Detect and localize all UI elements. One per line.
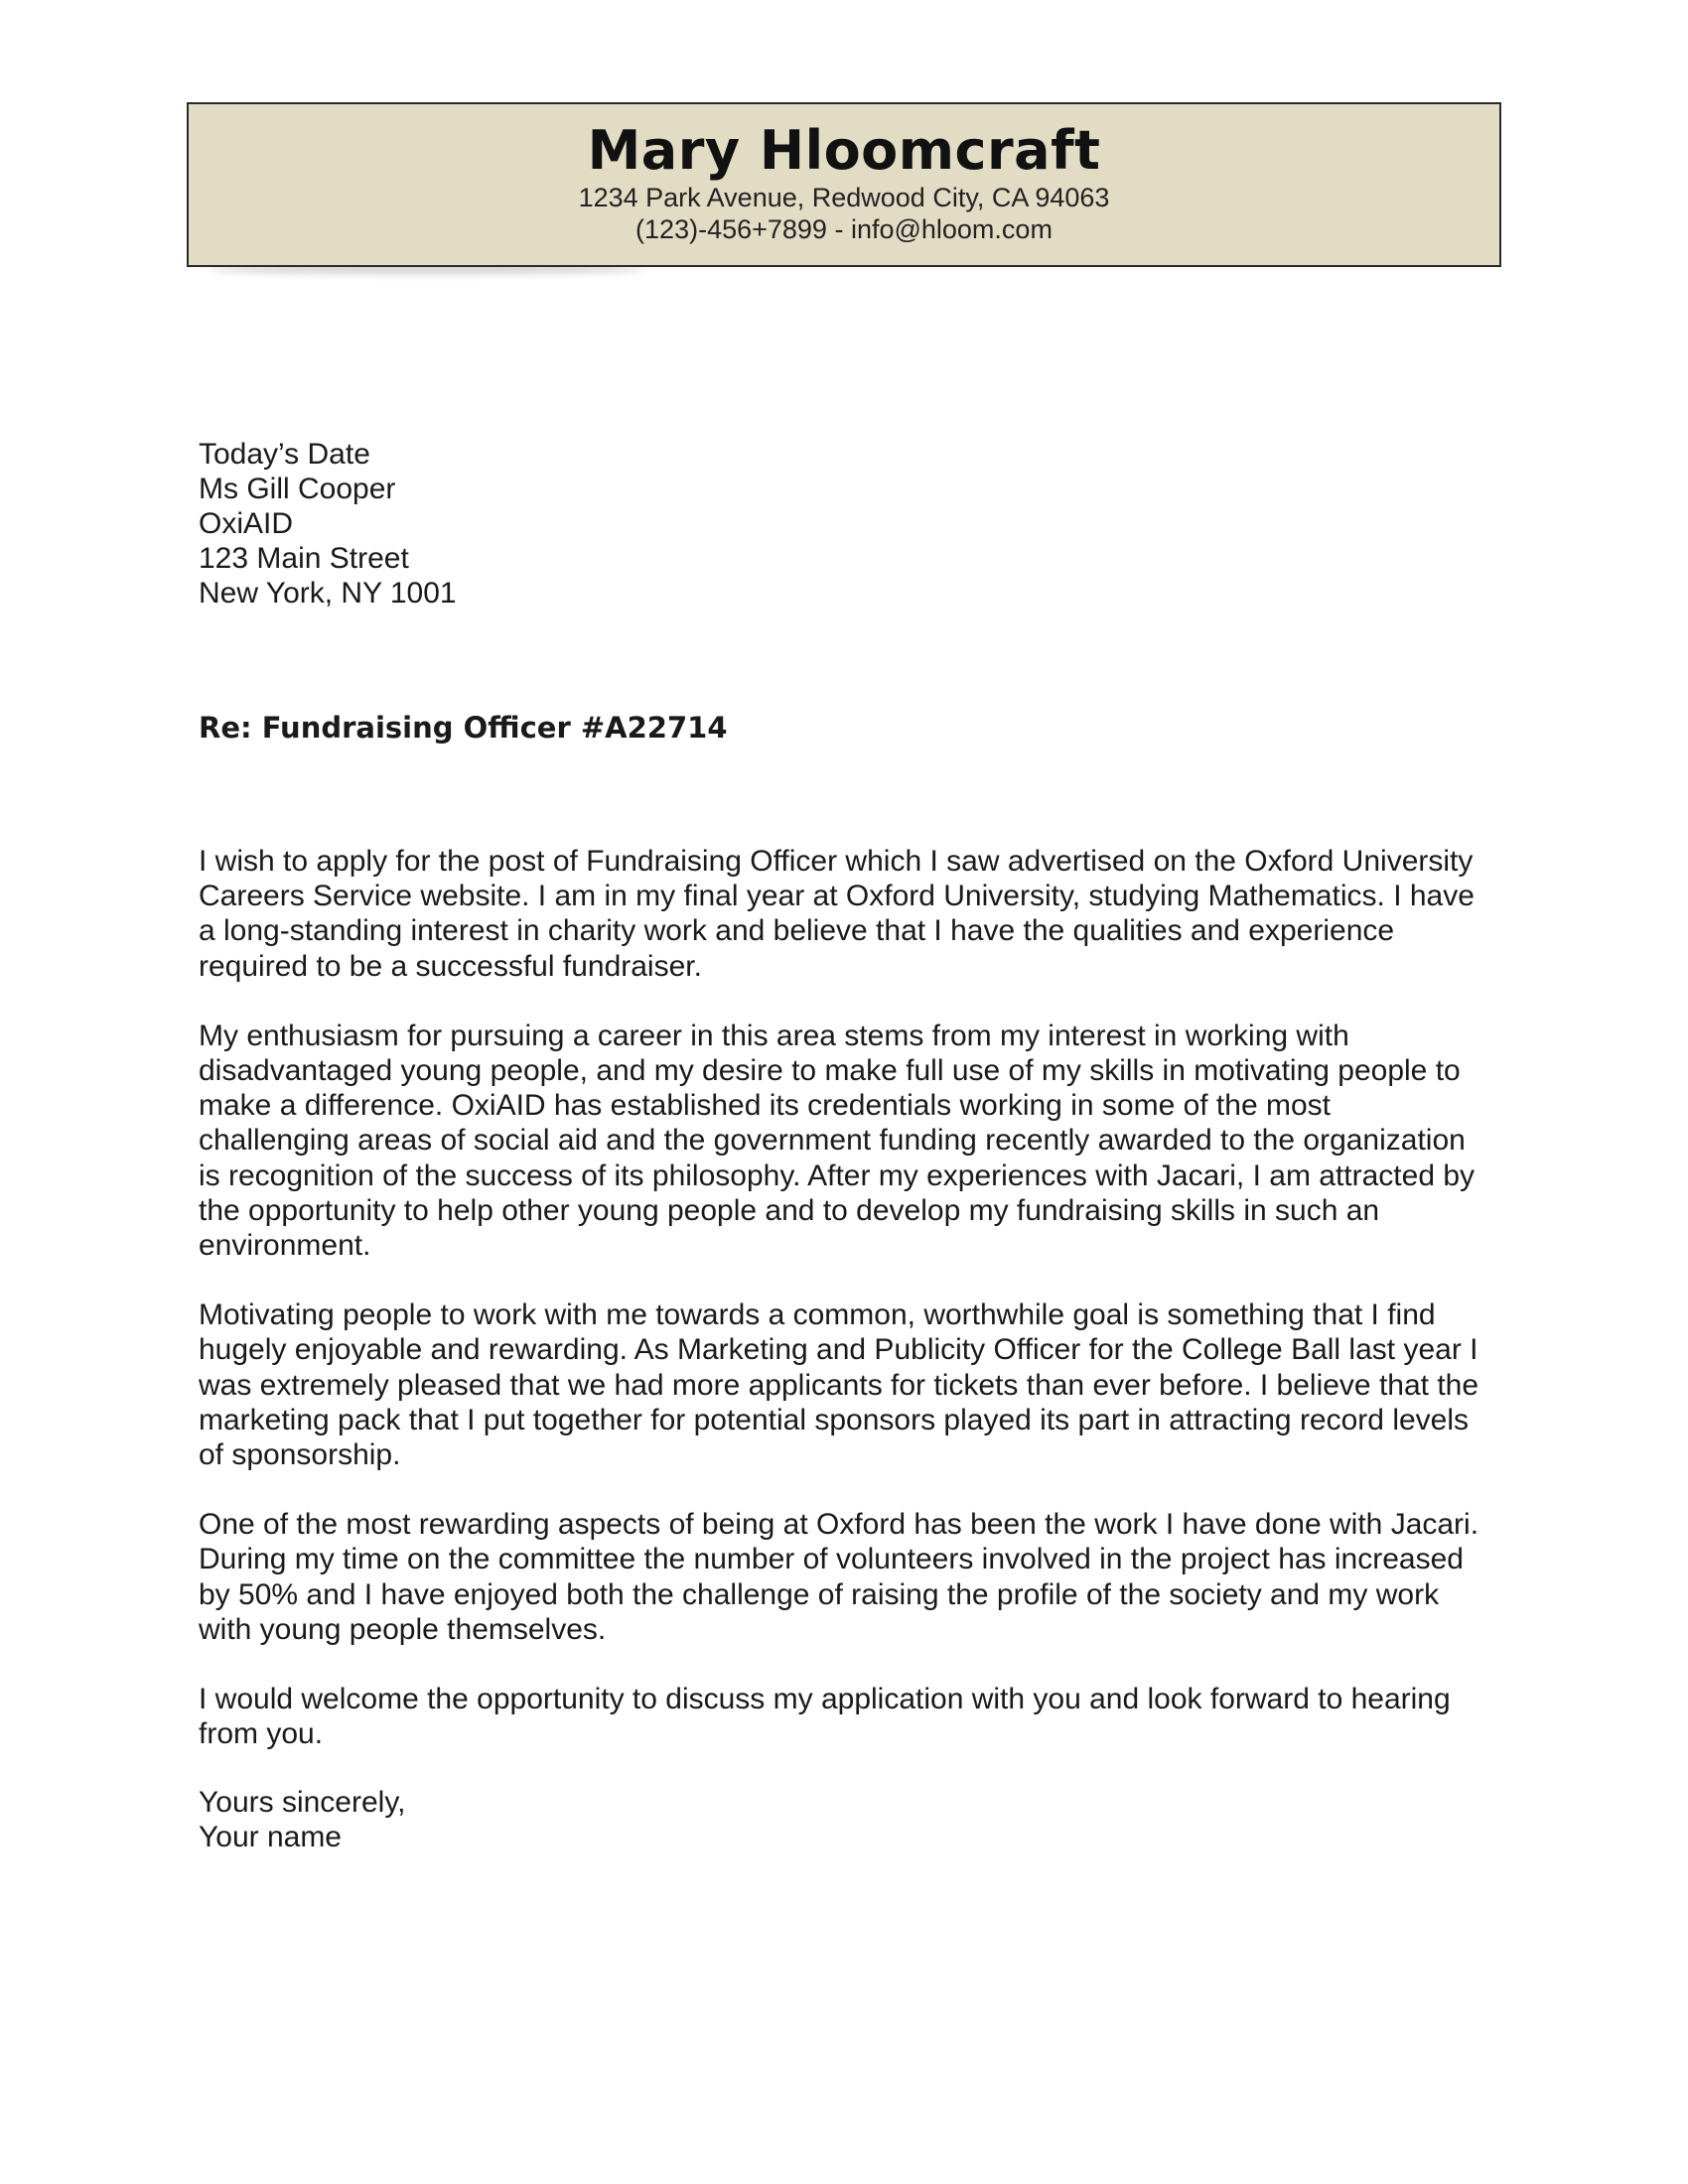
letter-body: [199, 844, 1489, 1786]
sender-address: 1234 Park Avenue, Redwood City, CA 94063: [578, 183, 1110, 212]
subject-line: Re: Fundraising Officer #A22714: [199, 711, 728, 745]
sender-contact: (123)-456+7899 - info@hloom.com: [635, 214, 1053, 244]
body-paragraph: One of the most rewarding aspects of being at Oxford has been the work I have done with Jacari. During my time on the committee the number of volunteers involved in the project has increased by 50% and I have enjoyed both the challenge of raising the profile of the society and my work with young people themselves.: [199, 1508, 1479, 1646]
body-paragraph: My enthusiasm for pursuing a career in this area stems from my interest in working with disadvantaged young people, and my desire to make full use of my skills in motivating people to make a difference. OxiAID has established its credentials working in some of the most challenging areas of social aid and the government funding recently awarded to the organization is recognition of the success of its philosophy. After my experiences with Jacari, I am attracted by the opportunity to help other young people and to develop my fundraising skills in such an environment.: [199, 1019, 1476, 1263]
recipient-street: 123 Main Street: [199, 542, 409, 575]
closing-salutation: Yours sincerely,: [199, 1786, 406, 1819]
body-paragraph: I would welcome the opportunity to discuss my application with you and look forward to hearing from you.: [199, 1683, 1451, 1751]
closing-signature: Your name: [199, 1821, 342, 1853]
recipient-company: OxiAID: [199, 507, 294, 540]
sender-name: Mary Hloomcraft: [587, 119, 1101, 182]
closing-block: [199, 1785, 405, 1854]
letterhead: [187, 102, 1501, 267]
recipient-block: [199, 437, 457, 611]
body-paragraph: Motivating people to work with me towards a common, worthwhile goal is something that I find hugely enjoyable and rewarding. As Marketing and Publicity Officer for the College Ball last year I was extremely pleased that we had more applicants for tickets than ever before. I believe that the marketing pack that I put together for potential sponsors played its part in attracting record levels of sponsorship.: [199, 1298, 1479, 1472]
recipient-city: New York, NY 1001: [199, 577, 457, 610]
letter-date: Today’s Date: [199, 438, 370, 471]
recipient-name: Ms Gill Cooper: [199, 473, 396, 505]
body-paragraph: I wish to apply for the post of Fundraising Officer which I saw advertised on the Oxford University Careers Service website. I am in my final year at Oxford University, studying Mathematics. I have a long-standing interest in charity work and believe that I have the qualities and experience required to be a successful fundraiser.: [199, 845, 1475, 983]
